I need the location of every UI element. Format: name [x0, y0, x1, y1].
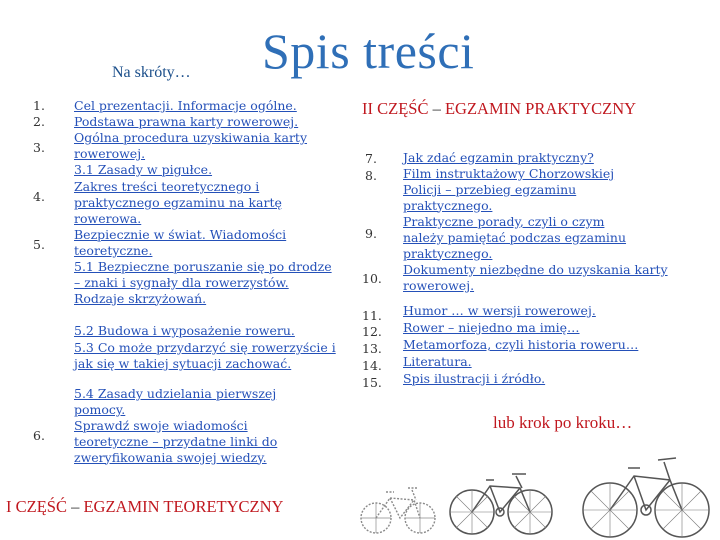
toc-link-1[interactable]: Cel prezentacji. Informacje ogólne. [74, 98, 297, 113]
item-number: 7. [365, 151, 377, 166]
part-2-dash: – [428, 99, 445, 118]
toc-link-15[interactable]: Spis ilustracji i źródło. [403, 371, 546, 386]
item-number: 6. [33, 428, 45, 443]
toc-link-7[interactable]: Jak zdać egzamin praktyczny? [403, 150, 594, 165]
part-1-label: I CZĘŚĆ [6, 497, 67, 516]
step-by-step-link[interactable]: lub krok po kroku… [493, 413, 633, 432]
part-2-heading [362, 99, 636, 119]
part-1-name: EGZAMIN TEORETYCZNY [83, 497, 284, 516]
part-1-heading [6, 497, 283, 517]
toc-link-6[interactable]: Sprawdź swoje wiadomości teoretyczne – przydatne linki do zweryfikowania swojej wiedzy. [74, 418, 278, 465]
part-2-label: II CZĘŚĆ [362, 99, 429, 118]
part-1-dash: – [66, 497, 84, 516]
toc-left-list [74, 98, 338, 465]
item-number: 10. [362, 271, 382, 286]
toc-link-3-1[interactable]: 3.1 Zasady w pigułce. [74, 162, 213, 177]
item-number: 1. [33, 98, 45, 113]
item-number: 14. [362, 358, 382, 373]
toc-link-5-3[interactable]: 5.3 Co może przydarzyć się rowerzyście i jak się w takiej sytuacji zachować. [74, 340, 336, 371]
toc-link-2[interactable]: Podstawa prawna karty rowerowej. [74, 114, 299, 129]
toc-link-14[interactable]: Literatura. [403, 354, 472, 369]
toc-link-10[interactable]: Dokumenty niezbędne do uzyskania karty rowerowej. [403, 262, 668, 293]
item-number: 5. [33, 237, 45, 252]
bicycle-icon [448, 462, 554, 540]
item-number: 2. [33, 114, 45, 129]
part-2-name: EGZAMIN PRAKTYCZNY [444, 99, 637, 118]
toc-link-3[interactable]: Ogólna procedura uzyskiwania karty rowerowej. [74, 130, 308, 161]
toc-link-9[interactable]: Praktyczne porady, czyli o czym należy pamiętać podczas egzaminu praktycznego. [403, 214, 627, 261]
item-number: 8. [365, 168, 377, 183]
toc-link-8[interactable]: Film instruktażowy Chorzowskiej Policji – przebieg egzaminu praktycznego. [403, 166, 615, 213]
item-number: 12. [362, 324, 382, 339]
item-number: 13. [362, 341, 382, 356]
page-title: Spis treści [262, 23, 475, 79]
child-bicycle-icon [356, 470, 440, 540]
item-number: 11. [362, 308, 382, 323]
item-number: 9. [365, 226, 377, 241]
shortcut-label: Na skróty… [112, 64, 191, 81]
item-number: 3. [33, 140, 45, 155]
bicycle-icon [578, 452, 716, 540]
toc-link-5-2[interactable]: 5.2 Budowa i wyposażenie roweru. [74, 323, 295, 338]
toc-link-11[interactable]: Humor … w wersji rowerowej. [403, 303, 596, 318]
item-number: 15. [362, 375, 382, 390]
toc-link-5[interactable]: Bezpiecznie w świat. Wiadomości teoretyczne. [74, 227, 287, 258]
toc-link-5-1[interactable]: 5.1 Bezpieczne poruszanie się po drodze – znaki i sygnały dla rowerzystów. Rodzaje skrzyżowań. [74, 259, 332, 306]
toc-right-list [403, 150, 693, 388]
item-number: 4. [33, 189, 45, 204]
toc-link-4[interactable]: Zakres treści teoretycznego i praktycznego egzaminu na kartę rowerowa. [74, 179, 282, 226]
toc-link-13[interactable]: Metamorfoza, czyli historia roweru… [403, 337, 639, 352]
toc-link-5-4[interactable]: 5.4 Zasady udzielania pierwszej pomocy. [74, 386, 277, 417]
toc-link-12[interactable]: Rower – niejedno ma imię… [403, 320, 580, 335]
